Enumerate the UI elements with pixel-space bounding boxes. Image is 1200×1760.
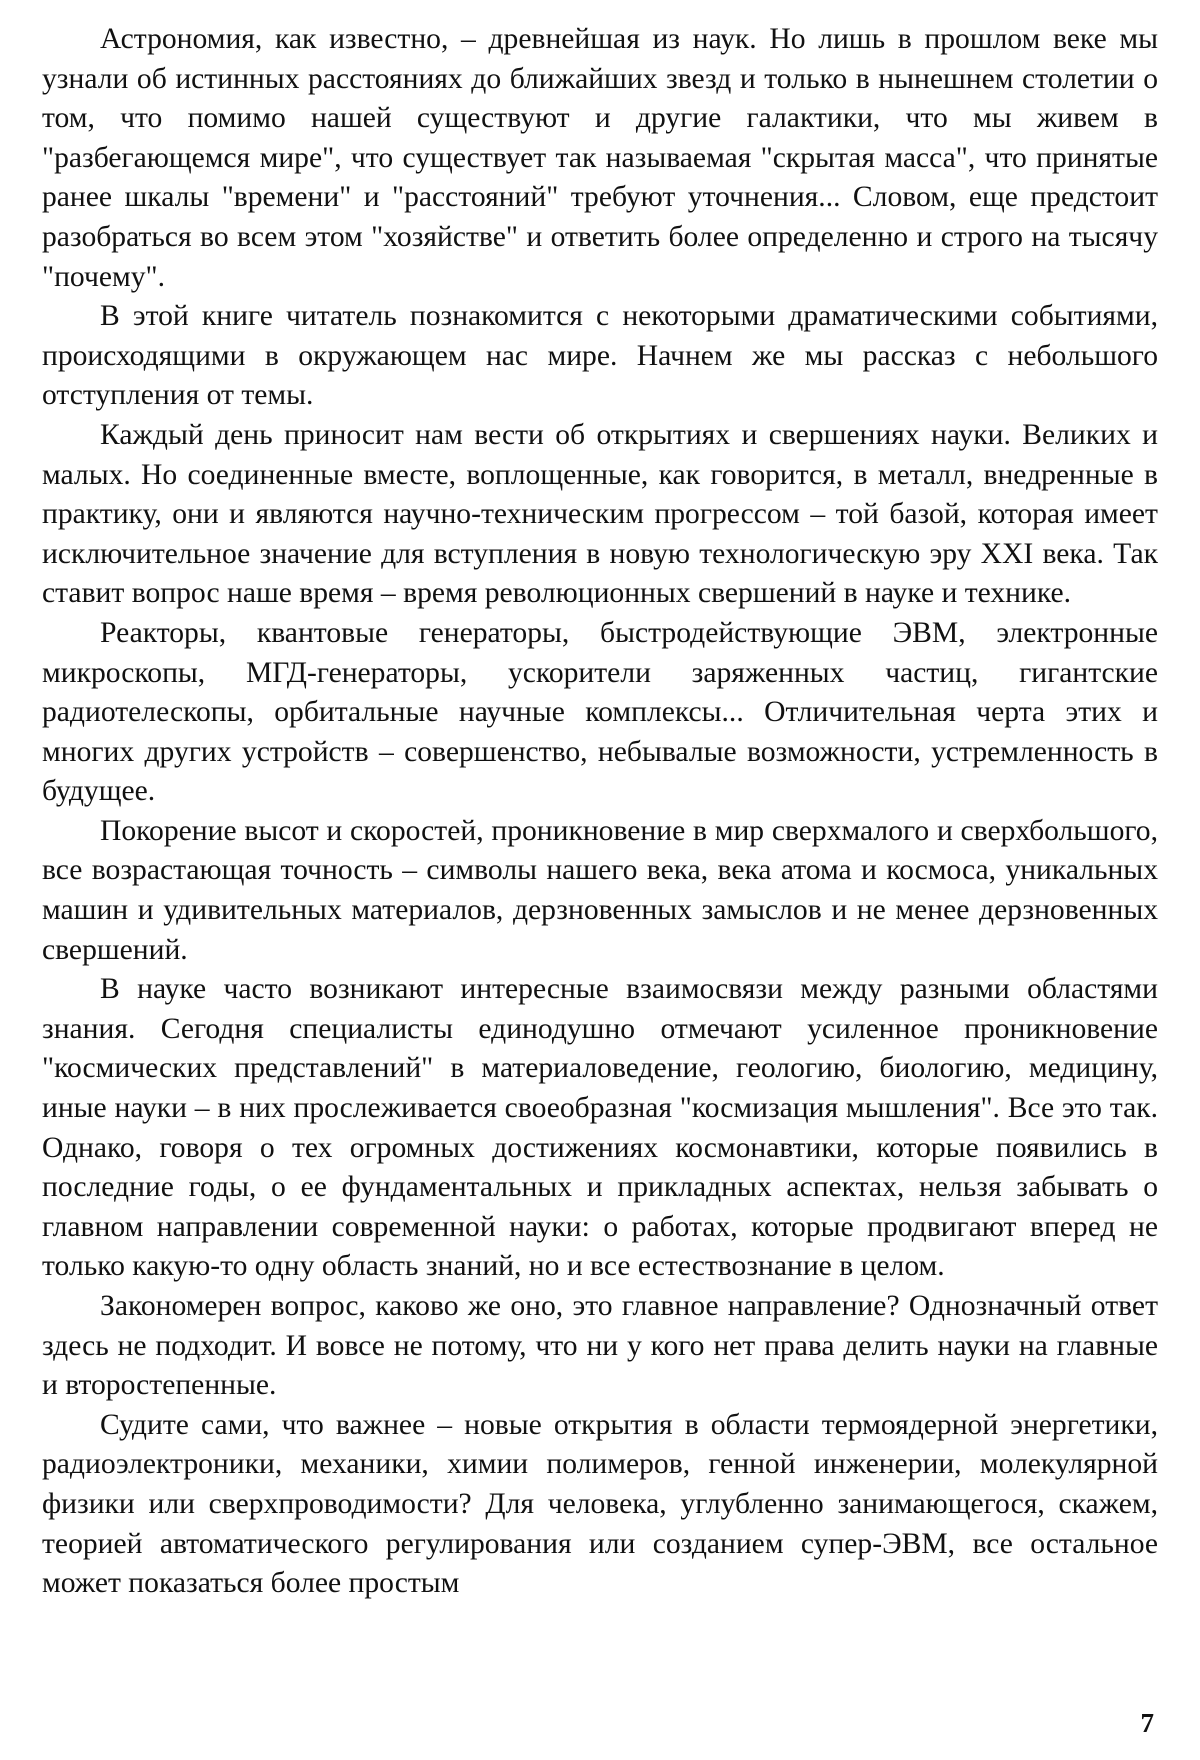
paragraph-7: Закономерен вопрос, каково же оно, это главное направление? Однозначный ответ здесь не подходит. И вовсе не потому, что ни у кого нет права делить науки на главные и второстепенные.	[42, 1290, 1158, 1402]
paragraph-8: Судите сами, что важнее – новые открытия в области термоядерной энергетики, радиоэлектроники, механики, химии полимеров, генной инженерии, молекулярной физики или сверхпроводимости? Для человека, углубленно занимающегося, скажем, теорией автоматического регулирования или созданием супер-ЭВМ, все остальное может показаться более простым	[42, 1408, 1158, 1600]
paragraph-1: Астрономия, как известно, – древнейшая из наук. Но лишь в прошлом веке мы узнали об истинных расстояниях до ближайших звезд и только в нынешнем столетии о том, что помимо нашей существуют и другие галактики, что мы живем в "разбегающемся мире", что существует так называемая "скрытая масса", что принятые ранее шкалы "времени" и "расстояний" требуют уточнения... Словом, еще предстоит разобраться во всем этом "хозяйстве" и ответить более определенно и строго на тысячу "почему".	[42, 23, 1158, 293]
page-number: 7	[1140, 1708, 1154, 1738]
paragraph-5: Покорение высот и скоростей, проникновение в мир сверхмалого и сверхбольшого, все возрастающая точность – символы нашего века, века атома и космоса, уникальных машин и удивительных материалов, дерзновенных замыслов и не менее дерзновенных свершений.	[42, 814, 1158, 966]
body-text	[42, 20, 1158, 1604]
paragraph-2: В этой книге читатель познакомится с некоторыми драматическими событиями, происходящими в окружающем нас мире. Начнем же мы рассказ с небольшого отступления от темы.	[42, 300, 1158, 412]
paragraph-6: В науке часто возникают интересные взаимосвязи между разными областями знания. Сегодня специалисты единодушно отмечают усиленное проникновение "космических представлений" в материаловедение, геологию, биологию, медицину, иные науки – в них прослеживается своеобразная "космизация мышления". Все это так. Однако, говоря о тех огромных достижениях космонавтики, которые появились в последние годы, о ее фундаментальных и прикладных аспектах, нельзя забывать о главном направлении современной науки: о работах, которые продвигают вперед не только какую-то одну область знаний, но и все естествознание в целом.	[42, 973, 1158, 1283]
paragraph-4: Реакторы, квантовые генераторы, быстродействующие ЭВМ, электронные микроскопы, МГД-генераторы, ускорители заряженных частиц, гигантские радиотелескопы, орбитальные научные комплексы... Отличительная черта этих и многих других устройств – совершенство, небывалые возможности, устремленность в будущее.	[42, 616, 1158, 808]
paragraph-3: Каждый день приносит нам вести об открытиях и свершениях науки. Великих и малых. Но соединенные вместе, воплощенные, как говорится, в металл, внедренные в практику, они и являются научно-техническим прогрессом – той базой, которая имеет исключительное значение для вступления в новую технологическую эру XXI века. Так ставит вопрос наше время – время революционных свершений в науке и технике.	[42, 418, 1158, 610]
